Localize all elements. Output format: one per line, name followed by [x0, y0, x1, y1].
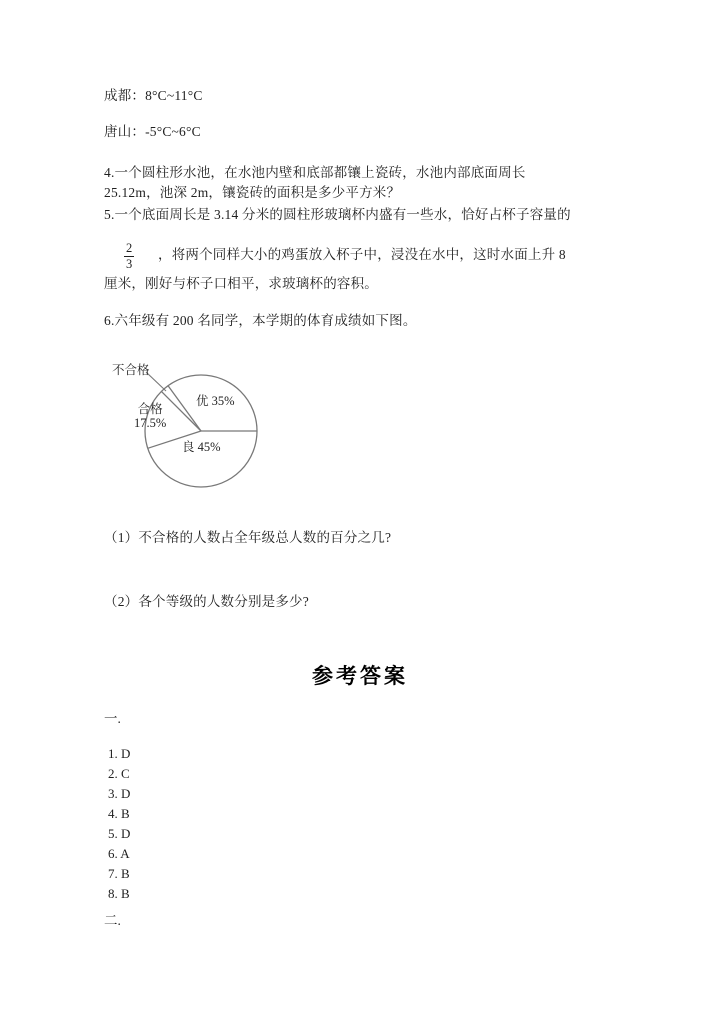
- pie-label-hege-percent: 17.5%: [134, 416, 167, 430]
- answer-item-2: 2. C: [108, 766, 130, 781]
- pie-label-hege-name: 合格: [137, 402, 163, 416]
- question-4-line-2: 25.12m，池深 2m，镶瓷砖的面积是多少平方米？: [104, 185, 401, 200]
- fraction-numerator: 2: [126, 241, 133, 255]
- fraction-denominator: 3: [126, 257, 133, 271]
- pie-label-liang: 良 45%: [182, 440, 221, 454]
- question-6-stem: 6.六年级有 200 名同学，本学期的体育成绩如下图。: [104, 313, 417, 328]
- answers-heading: 参考答案: [312, 664, 408, 688]
- temperature-line-chengdu: 成都：8°C~11°C: [104, 88, 203, 103]
- answers-section-one-label: 一.: [104, 711, 121, 726]
- question-4-line-1: 4.一个圆柱形水池，在水池内壁和底部都镶上瓷砖，水池内部底面周长: [104, 165, 526, 180]
- answer-item-7: 7. B: [108, 866, 130, 881]
- fraction-two-thirds: [124, 242, 134, 271]
- pie-label-buhege: 不合格: [112, 363, 150, 377]
- answer-item-3: 3. D: [108, 786, 131, 801]
- question-6-sub-1: （1）不合格的人数占全年级总人数的百分之几?: [104, 530, 392, 545]
- temperature-line-tangshan: 唐山：-5°C~6°C: [104, 124, 201, 139]
- answer-item-8: 8. B: [108, 886, 130, 901]
- answer-item-4: 4. B: [108, 806, 130, 821]
- pie-chart: [100, 350, 300, 510]
- answer-item-1: 1. D: [108, 746, 131, 761]
- question-5-line-2: ，将两个同样大小的鸡蛋放入杯子中，浸没在水中，这时水面上升 8: [158, 247, 566, 262]
- answer-item-6: 6. A: [108, 846, 130, 861]
- answer-item-5: 5. D: [108, 826, 131, 841]
- question-5-line-1: 5.一个底面周长是 3.14 分米的圆柱形玻璃杯内盛有一些水，恰好占杯子容量的: [104, 207, 571, 222]
- pie-label-you: 优 35%: [196, 394, 235, 408]
- question-6-sub-2: （2）各个等级的人数分别是多少?: [104, 594, 309, 609]
- answers-section-two-label: 二.: [104, 913, 121, 928]
- question-5-line-3: 厘米，刚好与杯子口相平，求玻璃杯的容积。: [104, 276, 378, 291]
- pie-label-hege: [134, 402, 166, 430]
